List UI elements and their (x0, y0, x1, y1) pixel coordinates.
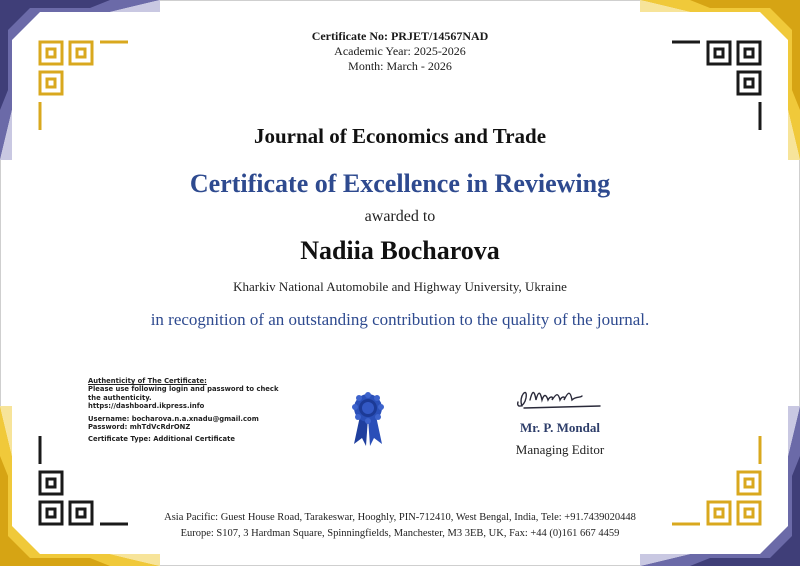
authenticity-instruction: the authenticity. (88, 393, 152, 402)
certificate-number: Certificate No: PRJET/14567NAD (311, 29, 489, 43)
authenticity-block (88, 377, 308, 444)
authenticity-instruction: Please use following login and password to check (88, 385, 279, 394)
award-ribbon-icon (346, 392, 390, 448)
certificate-type: Certificate Type: Additional Certificate (88, 435, 235, 444)
recipient-institution: Kharkiv National Automobile and Highway University, Ukraine (233, 279, 567, 294)
footer-address-asia: Asia Pacific: Guest House Road, Tarakeswar, Hooghly, PIN-712410, West Bengal, India, Tele: +91.7439020448 (164, 512, 636, 523)
footer-address-europe: Europe: S107, 3 Hardman Square, Spinningfields, Manchester, M3 3EB, UK, Fax: +44 (0)161 667 4459 (180, 528, 620, 539)
certificate-month: Month: March - 2026 (348, 59, 452, 73)
awarded-to-label: awarded to (364, 208, 436, 225)
recipient-name: Nadiia Bocharova (300, 236, 500, 265)
recognition-statement: in recognition of an outstanding contribution to the quality of the journal. (150, 310, 650, 329)
greek-key-corner-icon (640, 406, 800, 566)
authenticity-heading: Authenticity of The Certificate: (88, 377, 207, 385)
certificate-title: Certificate of Excellence in Reviewing (189, 169, 611, 198)
academic-year: Academic Year: 2025-2026 (334, 44, 466, 58)
signatory-name: Mr. P. Mondal (520, 420, 600, 435)
authenticity-password: Password: mhTdVcRdrONZ (88, 423, 191, 432)
signature-icon (510, 378, 620, 414)
journal-title: Journal of Economics and Trade (253, 124, 547, 148)
authenticity-username: Username: bocharova.n.a.xnadu@gmail.com (88, 414, 259, 423)
signatory-role: Managing Editor (515, 442, 605, 457)
authenticity-url[interactable]: https://dashboard.ikpress.info (88, 402, 205, 411)
